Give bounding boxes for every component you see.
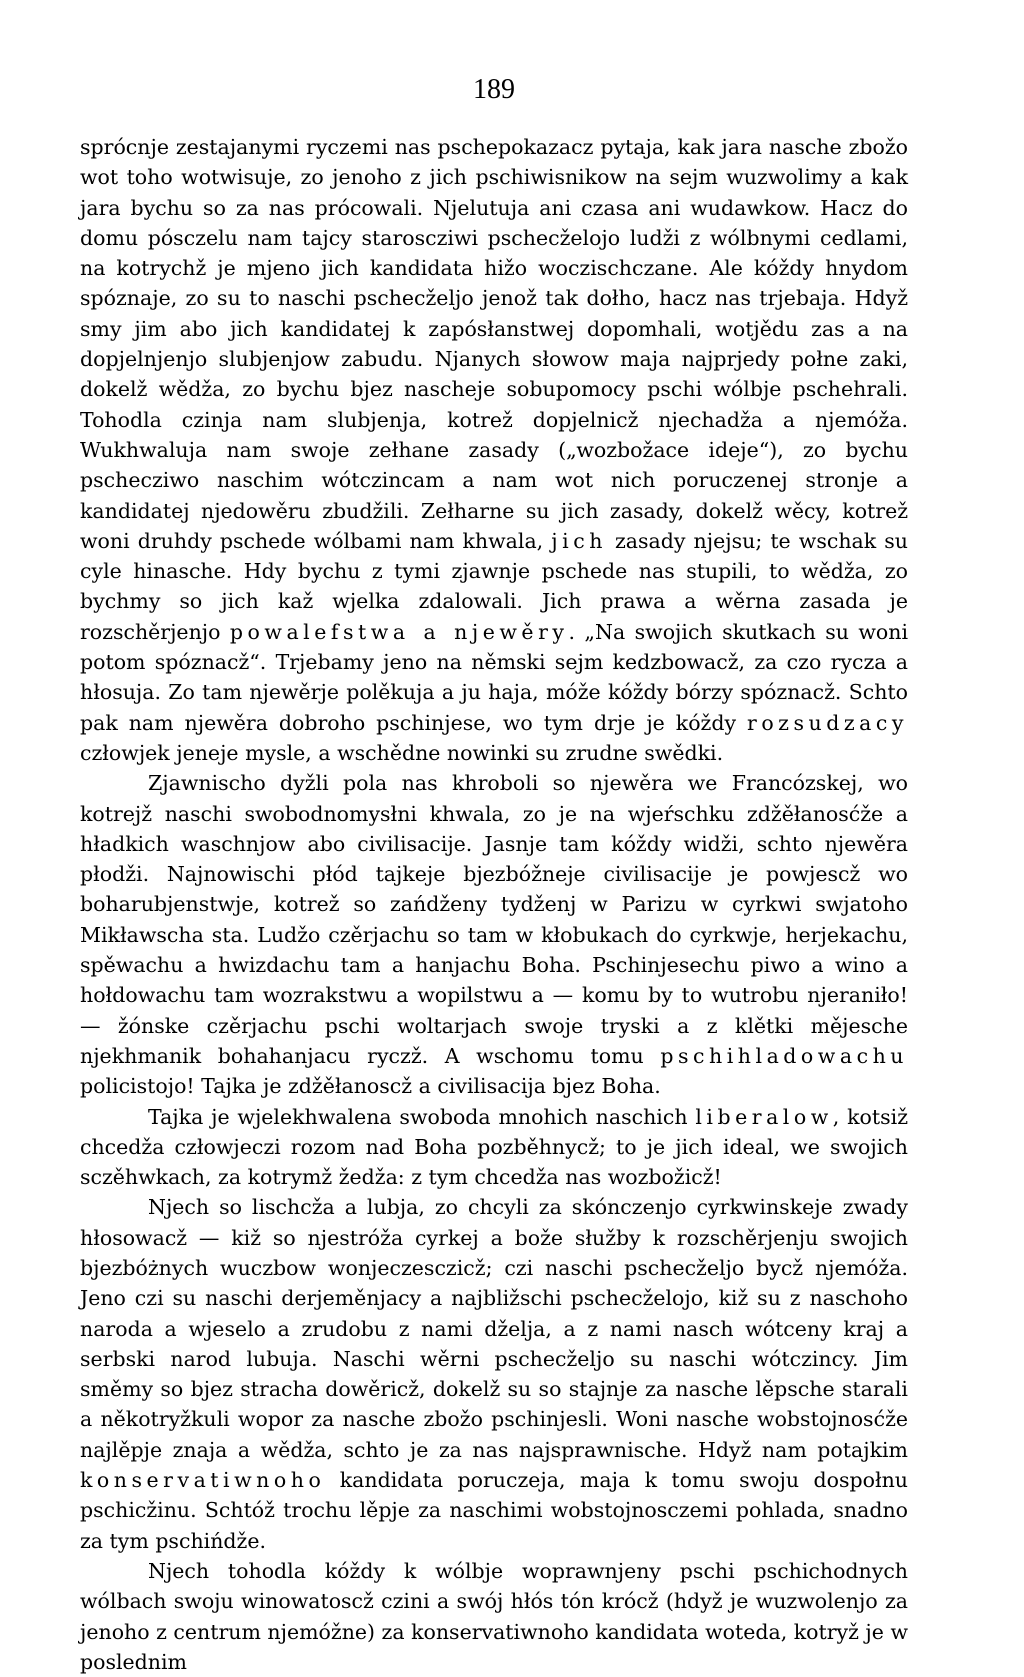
paragraph-text: , kotsiž chcedža człowjeczi rozom nad Boha pozběhnycž; to je jich ideal, we swojich sczěhwkach, za kotrymž žedža: z tym chcedža nas wozbožicž! [80, 1104, 908, 1190]
spaced-emphasis-text: pschihladowachu [660, 1043, 908, 1068]
paragraph-text: Zjawnischo dyžli pola nas khroboli so njewěra we Francózskej, wo kotrejž naschi swobodnomysłni khwala, zo je na wjeŕschku zdžěłanosćže a hładkich waschnjow abo civilisacije. Jasnje tam kóždy widži, schto njewěra płodži. Najnowischi płód tajkeje bjezbóžneje civilisacije je powjescž wo boharubjenstwje, kotrež so zańdženy tydženj w Parizu w cyrkwi swjatoho Mikławscha sta. Ludžo czěrjachu so tam w kłobukach do cyrkwje, herjekachu, spěwachu a hwizdachu tam a hanjachu Boha. Pschinjesechu piwo a wino a hołdowachu tam wozrakstwu a wopilstwu a — komu by to wutrobu njeraniło! — žónske czěrjachu pschi woltarjach swoje tryski a z klětki mějesche njekhmanik bohahanjacu ryczž. A wschomu tomu [80, 771, 908, 1068]
spaced-emphasis-text: jich [551, 528, 607, 553]
document-page [80, 70, 909, 1674]
paragraph-text: sprócnje zestajanymi ryczemi nas pschepokazacz pytaja, kak jara nasche zbožo wot toho wotwisuje, zo jenoho z jich pschiwisnikow na sejm wuzwolimy a kak jara bychu so za nas prócowali. Njelutuja ani czasa ani wudawkow. Hacz do domu pósczelu nam tajcy staroscziwi pschecželojo ludži z wólbnymi cedlami, na kotrychž je mjeno jich kandidata hižo woczischczane. Ale kóždy hnydom spóznaje, zo su to naschi pschecželjo jenož tak dołho, hacz nas trjebaja. Hdyž smy jim abo jich kandidatej k zapósłanstwej dopomhali, wotjědu zas a na dopjelnjenjo slubjenjow zabudu. Njanych słowow maja najprjedy połne zaki, dokelž wědža, zo bychu bjez nascheje sobupomocy pschi wólbje pschehrali. Tohodla czinja nam slubjenja, kotrež dopjelnicž njechadža a njemóža. Wukhwaluja nam swoje zełhane zasady („wozbožace ideje“), zo bychu pschecziwo naschim wótczincam a nam wot nich poruczenej stronje a kandidatej njedowěru zbudžili. Zełharne su jich zasady, dokelž wěcy, kotrež woni druhdy pschede wólbami nam khwala, [80, 135, 908, 553]
paragraph [80, 1192, 908, 1556]
paragraph [80, 768, 908, 1101]
spaced-emphasis-text: rozsudzacy [747, 710, 908, 735]
paragraph-text: Njech tohodla kóždy k wólbje woprawnjeny pschi pschichodnych wólbach swoju winowatoscž czini a swój hłós tón krócž (hdyž je wuzwolenjo za jenoho z centrum njemóžne) za konservatiwnoho kandidata woteda, kotryž je w poslednim [80, 1558, 908, 1674]
paragraph-text: człowjek jeneje mysle, a wschědne nowinki su zrudne swědki. [80, 740, 724, 765]
paragraph [80, 1556, 908, 1677]
paragraph-text: . „Na swojich skutkach su woni potom spóznacž“. Trjebamy jeno na němski sejm kedzbowacž, za czo rycza a hłosuja. Zo tam njewěrje polěkuja a ju haja, móže kóždy bórzy spóznacž. Schto pak nam njewěra dobroho pschinjese, wo tym drje je kóždy [80, 619, 909, 735]
spaced-emphasis-text: powalefstwa a njewěry [229, 619, 569, 644]
paragraph-text: zasady njejsu; te wschak su cyle hinasche. Hdy bychu z tymi zjawnje pschede nas stupili, to wědža, zo bychmy so jich kaž wjelka zdalowali. Jich prawa a wěrna zasada je rozschěrjenjo [80, 528, 908, 644]
paragraph-text: Tajka je wjelekhwalena swoboda mnohich naschich [148, 1104, 696, 1129]
paragraph-text: policistojo! Tajka je zdžěłanoscž a civilisacija bjez Boha. [80, 1074, 661, 1099]
paragraph [80, 132, 908, 768]
body-text [80, 132, 908, 1677]
page-number: 189 [473, 74, 515, 105]
paragraph [80, 1102, 908, 1193]
spaced-emphasis-text: konservatiwnoho [80, 1468, 326, 1493]
paragraph-text: kandidata poruczeja, maja k tomu swoju dospołnu pschicžinu. Schtóž trochu lěpje za naschimi wobstojnosczemi pohlada, snadno za tym pschińdže. [80, 1468, 908, 1553]
paragraph-text: Njech so lischcža a lubja, zo chcyli za skónczenjo cyrkwinskeje zwady hłosowacž — kiž so njestróža cyrkej a bože słužby k rozschěrjenju swojich bjezbóżnych wuczbow wonjeczesczicž; czi naschi pschecželjo bycž njemóža. Jeno czi su naschi derjeměnjacy a najbližschi pschecželojo, kiž su z naschoho naroda a wjeselo a zrudobu z nami dželja, a z nami nasch wótceny kraj a serbski narod lubuja. Naschi wěrni pschecželjo su naschi wótczincy. Jim směmy so bjez stracha dowěricž, dokelž su so stajnje za nasche lěpsche starali a někotryžkuli wopor za nasche zbožo pschinjesli. Woni nasche wobstojnosćže najlěpje znaja a wědža, schto je za nas najsprawnische. Hdyž nam potajkim [80, 1195, 908, 1462]
spaced-emphasis-text: liberalow [695, 1104, 833, 1129]
